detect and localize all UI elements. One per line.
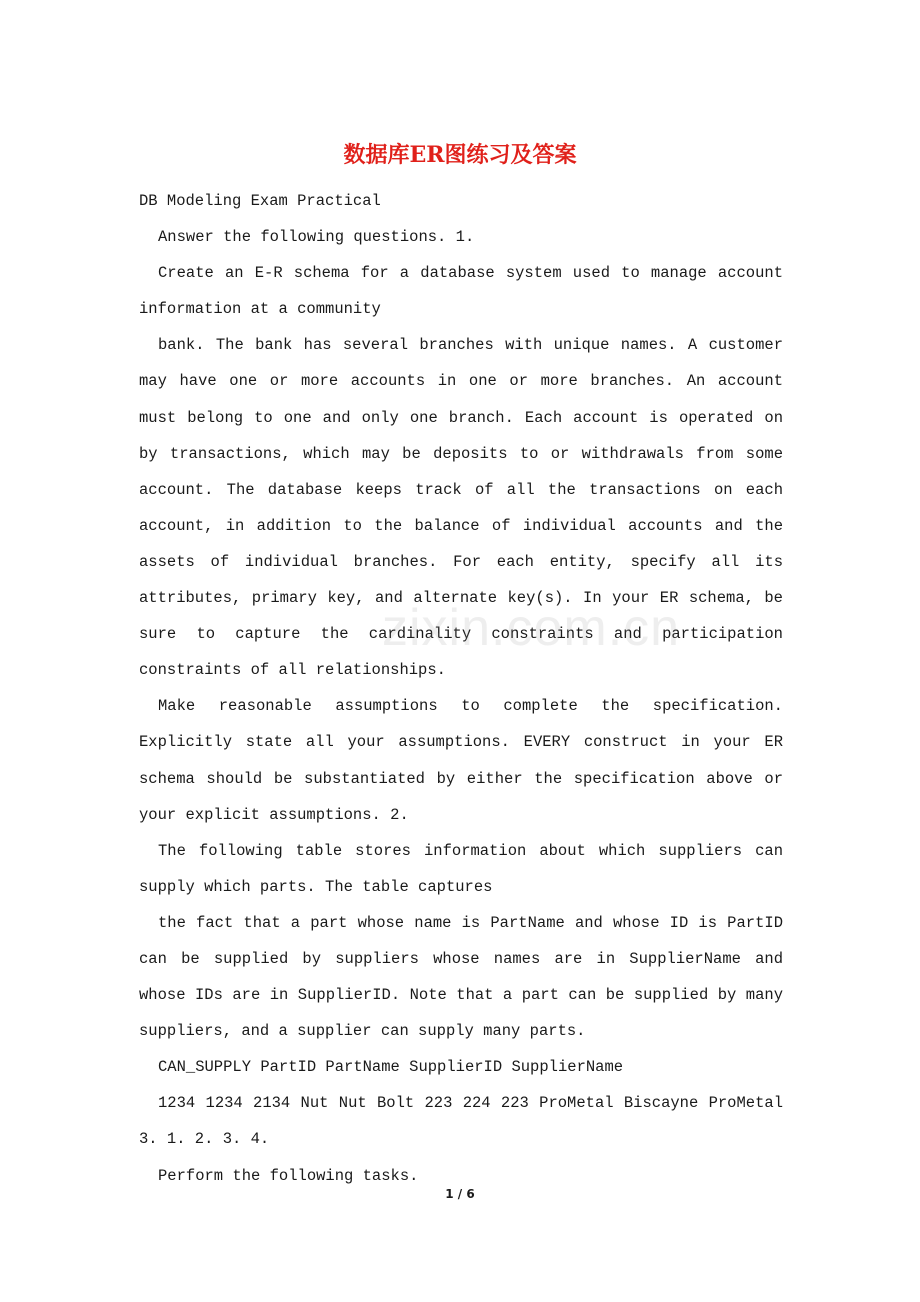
paragraph: The following table stores information about which suppliers can supply which parts. The table captures [139, 841, 783, 896]
paragraph: 1234 1234 2134 Nut Nut Bolt 223 224 223 ProMetal Biscayne ProMetal 3. 1. 2. 3. 4. [139, 1094, 783, 1149]
page-number: 1 / 6 [445, 1187, 475, 1201]
paragraph: Perform the following tasks. [158, 1166, 419, 1185]
paragraph: Create an E-R schema for a database system used to manage account information at a community [139, 264, 783, 319]
document-body [139, 183, 783, 1194]
document-title: 数据库ER图练习及答案 [343, 142, 577, 168]
paragraph: Answer the following questions. 1. [158, 228, 475, 247]
paragraph: DB Modeling Exam Practical [139, 192, 381, 210]
paragraph: the fact that a part whose name is PartName and whose ID is PartID can be supplied by suppliers whose names are in SupplierName and whose IDs are in SupplierID. Note that a part can be supplied by many suppliers, and a supplier can supply many parts. [139, 913, 783, 1041]
paragraph: bank. The bank has several branches with unique names. A customer may have one or more accounts in one or more branches. An account must belong to one and only one branch. Each account is operated on by transactions, which may be deposits to or withdrawals from some account. The database keeps track of all the transactions on each account, in addition to the balance of individual accounts and the assets of individual branches. For each entity, specify all its attributes, primary key, and alternate key(s). In your ER schema, be sure to capture the cardinality constraints and participation constraints of all relationships. [139, 336, 783, 680]
paragraph: Make reasonable assumptions to complete the specification. Explicitly state all your assumptions. EVERY construct in your ER schema should be substantiated by either the specification above or your explicit assumptions. 2. [139, 697, 783, 824]
paragraph: CAN_SUPPLY PartID PartName SupplierID SupplierName [158, 1058, 624, 1077]
